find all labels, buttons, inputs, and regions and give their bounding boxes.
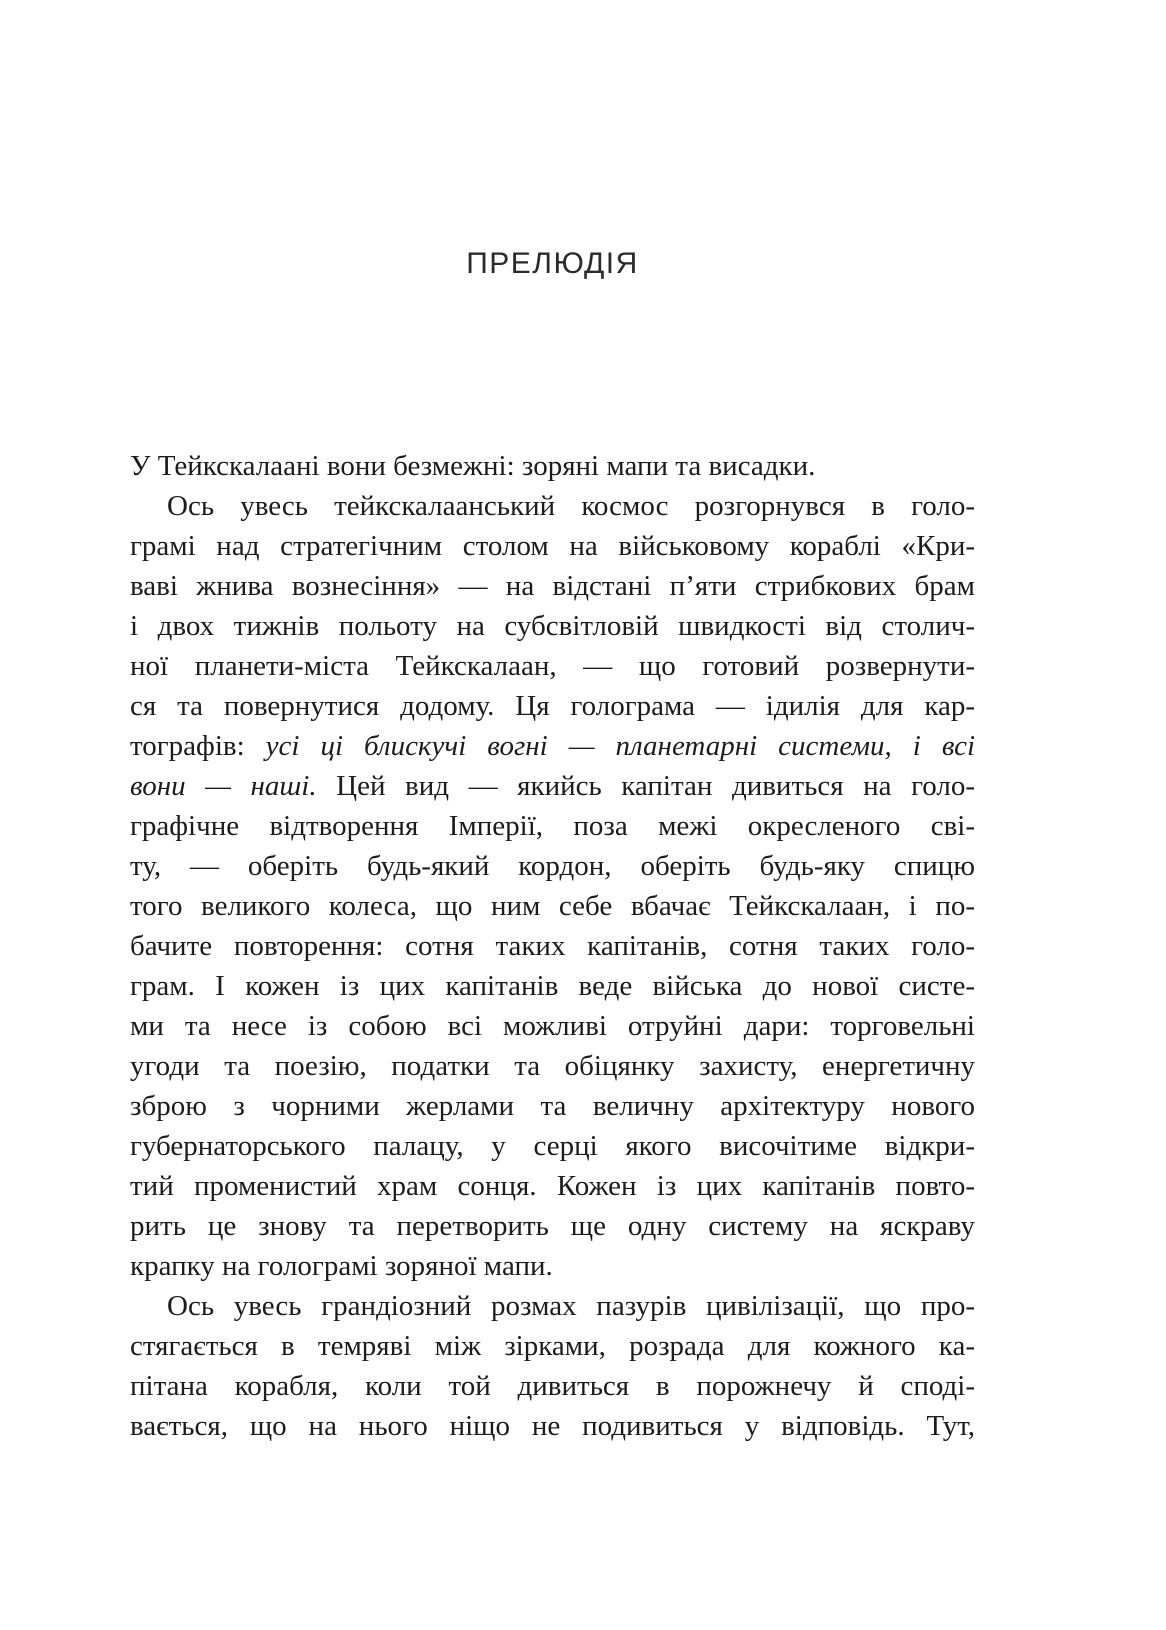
text-segment: бачите повторення: сотня таких капітанів, сотня таких голо-	[130, 930, 975, 962]
text-line	[130, 1006, 975, 1046]
body-text	[130, 446, 975, 1446]
text-line	[130, 766, 975, 806]
text-segment: зброю з чорними жерлами та величну архітектуру нового	[130, 1090, 975, 1122]
text-segment: грамі над стратегічним столом на військовому кораблі «Кри-	[130, 530, 975, 562]
text-line	[130, 1366, 975, 1406]
text-segment: ся та повернутися додому. Ця голограма — ідилія для кар-	[130, 690, 975, 722]
text-line	[130, 486, 975, 526]
text-segment: і двох тижнів польоту на субсвітловій швидкості від столич-	[130, 610, 975, 642]
text-segment: того великого колеса, що ним себе вбачає Тейкскалаан, і по-	[130, 890, 975, 922]
text-line	[130, 1166, 975, 1206]
text-segment: угоди та поезію, податки та обіцянку захисту, енергетичну	[130, 1050, 975, 1082]
text-segment: ваві жнива вознесіння» — на відстані п’яти стрибкових брам	[130, 570, 975, 602]
text-line	[130, 686, 975, 726]
text-line	[130, 566, 975, 606]
text-segment: ту, — оберіть будь-який кордон, оберіть будь-яку спицю	[130, 850, 975, 882]
text-line	[130, 926, 975, 966]
text-segment: Ось увесь тейкскалаанський космос розгорнувся в голо-	[167, 490, 975, 522]
text-line	[130, 606, 975, 646]
text-segment: ної планети-міста Тейкскалаан, — що готовий розвернути-	[130, 650, 975, 682]
text-segment: крапку на голограмі зоряної мапи.	[130, 1250, 553, 1282]
text-line	[130, 526, 975, 566]
text-line	[130, 966, 975, 1006]
chapter-title: ПРЕЛЮДІЯ	[466, 247, 639, 280]
text-segment: У Тейкскалаані вони безмежні: зоряні мапи та висадки.	[130, 450, 816, 482]
text-segment: губернаторського палацу, у серці якого височітиме відкри-	[130, 1130, 975, 1162]
text-line	[130, 1246, 975, 1286]
text-line	[130, 846, 975, 886]
text-segment: рить це знову та перетворить ще одну систему на яскраву	[130, 1210, 975, 1242]
text-segment: вається, що на нього ніщо не подивиться у відповідь. Тут,	[130, 1410, 975, 1442]
text-line	[130, 806, 975, 846]
text-line	[130, 1086, 975, 1126]
text-segment: Цей вид — якийсь капітан дивиться на голо-	[316, 770, 975, 802]
text-line	[130, 1326, 975, 1366]
text-segment: пітана корабля, коли той дивиться в порожнечу й споді-	[130, 1370, 975, 1402]
text-line	[130, 1286, 975, 1326]
text-line	[130, 1206, 975, 1246]
text-segment: Ось увесь грандіозний розмах пазурів цивілізації, що про-	[167, 1290, 975, 1322]
text-line	[130, 1126, 975, 1166]
text-line	[130, 726, 975, 766]
text-line	[130, 1406, 975, 1446]
text-segment: графічне відтворення Імперії, поза межі окресленого сві-	[130, 810, 975, 842]
text-line	[130, 646, 975, 686]
text-segment: тий променистий храм сонця. Кожен із цих капітанів повто-	[130, 1170, 975, 1202]
text-segment: стягається в темряві між зірками, розрада для кожного ка-	[130, 1330, 975, 1362]
italic-text-segment: вони — наші.	[130, 770, 317, 802]
italic-text-segment: усі ці блискучі вогні — планетарні системи, і всі	[265, 730, 975, 762]
text-segment: ми та несе із собою всі можливі отруйні дари: торговельні	[130, 1010, 975, 1042]
text-segment: грам. І кожен із цих капітанів веде війська до нової систе-	[130, 970, 975, 1002]
text-line	[130, 1046, 975, 1086]
text-line	[130, 886, 975, 926]
text-segment: тографів:	[130, 730, 266, 762]
text-line	[130, 446, 975, 486]
